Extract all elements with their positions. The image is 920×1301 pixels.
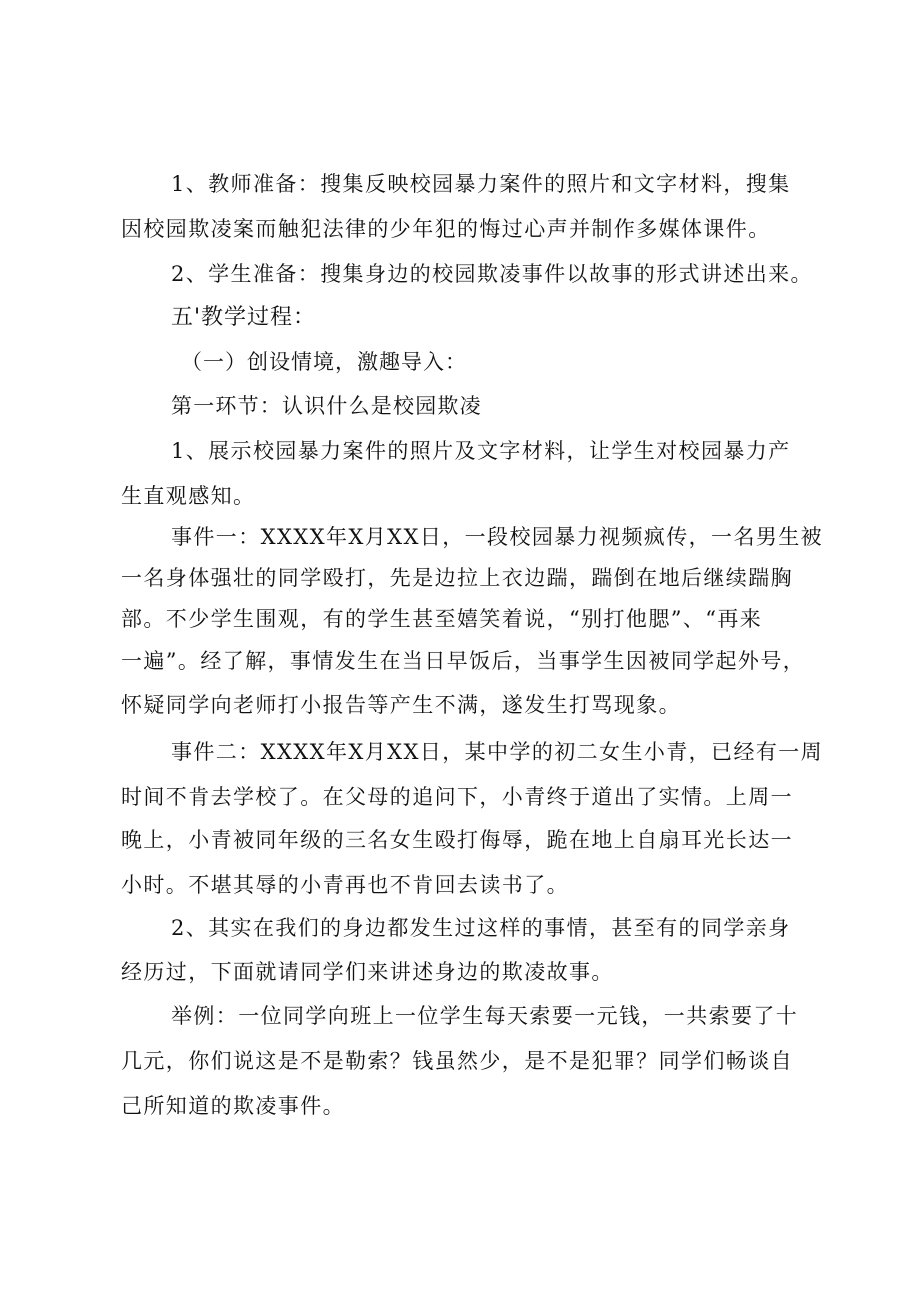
event-two-line-1: 事件二：XXXX年X月XX日，某中学的初二女生小青，已经有一周: [171, 740, 824, 764]
event-two-line-2: 时间不肯去学校了。在父母的追问下，小青终于道出了实情。上周一: [121, 785, 793, 809]
section-first-link: 第一环节：认识什么是校园欺凌: [171, 394, 482, 418]
paragraph-teacher-prep-line-2: 因校园欺凌案而触犯法律的少年犯的悔过心声并制作多媒体课件。: [121, 217, 771, 241]
example-line-1: 举例：一位同学向班上一位学生每天索要一元钱，一共索要了十: [171, 1004, 799, 1028]
event-one-line-5: 怀疑同学向老师打小报告等产生不满，遂发生打骂现象。: [121, 693, 681, 717]
paragraph-show-materials-line-1: 1、展示校园暴力案件的照片及文字材料，让学生对校园暴力产: [171, 439, 791, 463]
heading-create-situation: （一）创设情境，激趣导入：: [181, 350, 467, 374]
event-one-line-3: 部。不少学生围观，有的学生甚至嬉笑着说，“别打他腮”、“再来: [121, 607, 763, 631]
paragraph-teacher-prep-line-1: 1、教师准备：搜集反映校园暴力案件的照片和文字材料，搜集: [171, 172, 791, 196]
event-two-line-3: 晚上，小青被同年级的三名女生殴打侮辱，跪在地上自扇耳光长达一: [121, 828, 793, 852]
heading-teaching-process: 五'教学过程：: [171, 305, 317, 330]
paragraph-share-stories-line-2: 经历过，下面就请同学们来讲述身边的欺凌故事。: [121, 960, 614, 984]
paragraph-student-prep: 2、学生准备：搜集身边的校园欺凌事件以故事的形式讲述出来。: [171, 262, 813, 286]
paragraph-show-materials-line-2: 生直观感知。: [121, 484, 256, 508]
event-one-line-4: 一遍”。经了解，事情发生在当日早饭后，当事学生因被同学起外号，: [121, 649, 806, 673]
event-two-line-4: 小时。不堪其辱的小青再也不肯回去读书了。: [121, 873, 569, 897]
event-one-line-1: 事件一：XXXX年X月XX日，一段校园暴力视频疯传，一名男生被: [171, 525, 824, 549]
event-one-line-2: 一名身体强壮的同学殴打，先是边拉上衣边踹，踹倒在地后继续踹胸: [121, 566, 793, 590]
paragraph-share-stories-line-1: 2、其实在我们的身边都发生过这样的事情，甚至有的同学亲身: [171, 916, 791, 940]
example-line-3: 己所知道的欺凌事件。: [121, 1094, 345, 1118]
example-line-2: 几元，你们说这是不是勒索？钱虽然少，是不是犯罪？同学们畅谈自: [121, 1049, 793, 1073]
